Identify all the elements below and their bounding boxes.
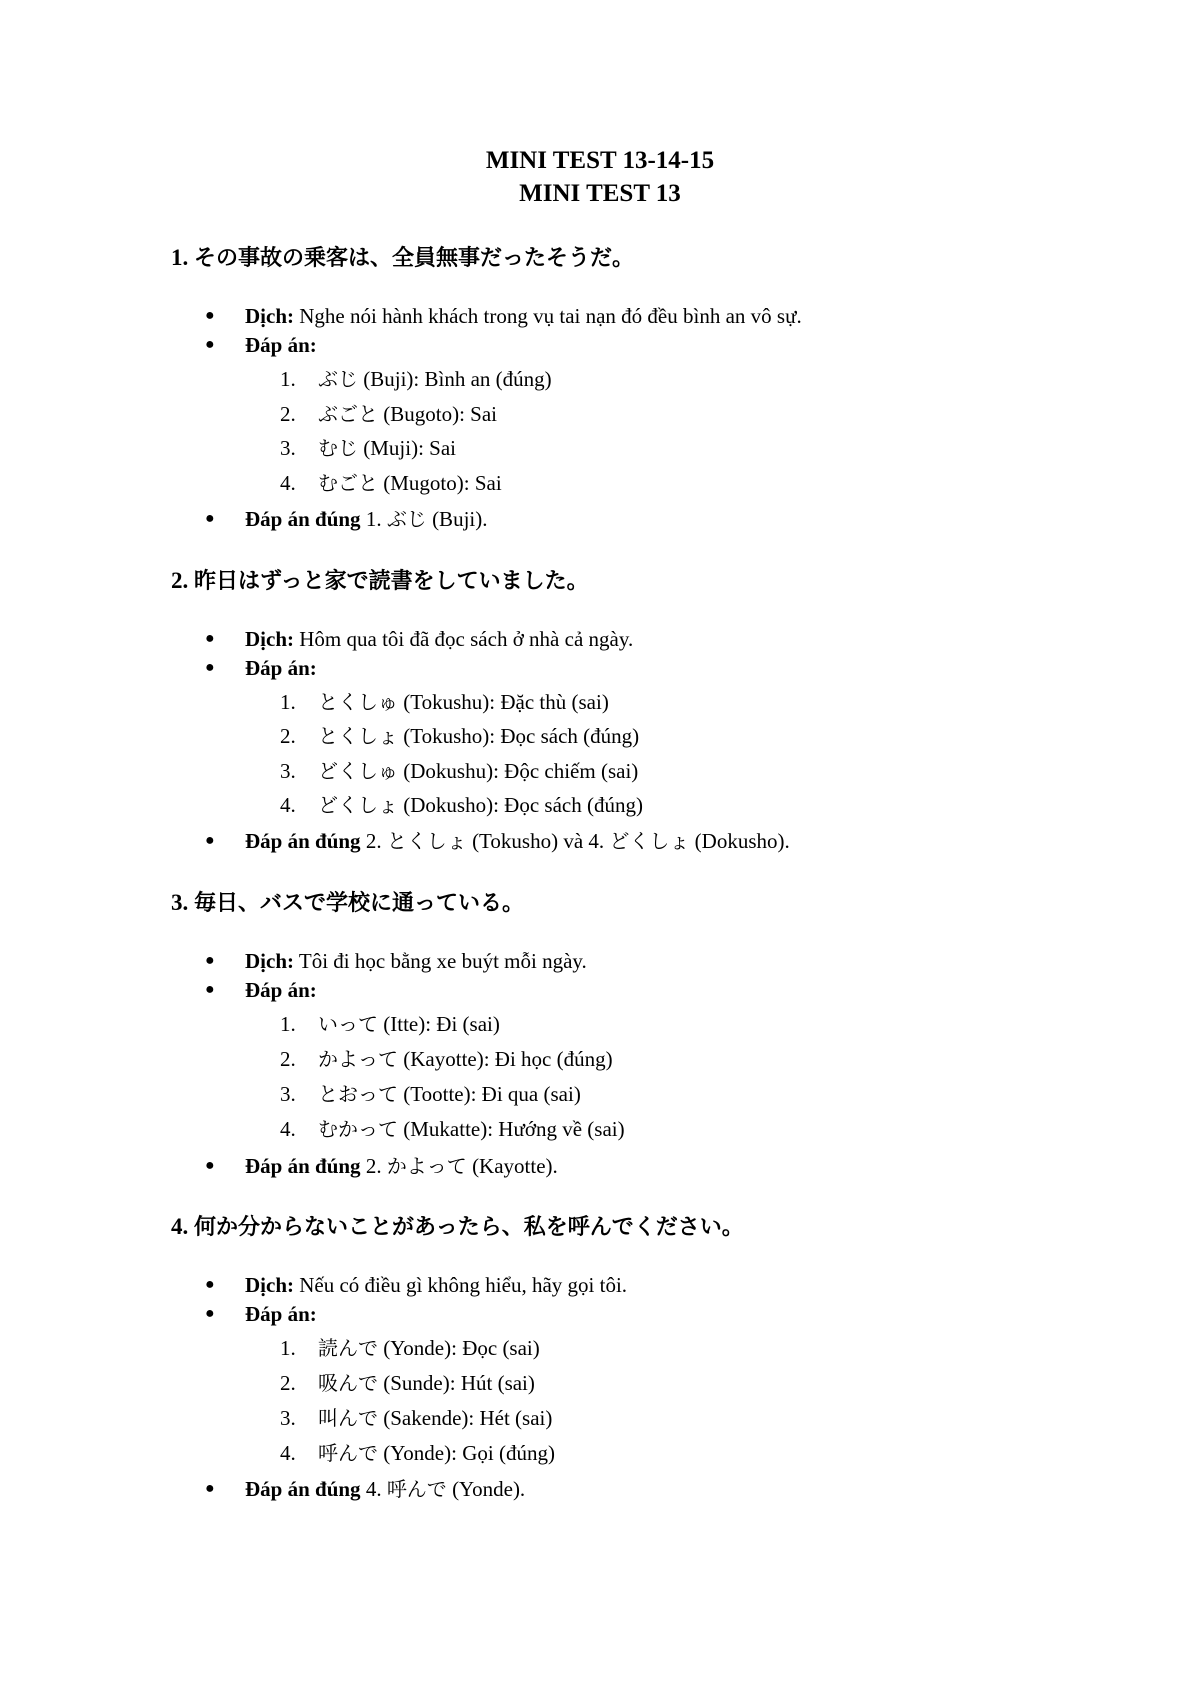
option-number: 3. xyxy=(280,1406,296,1430)
answers-label: Đáp án: xyxy=(245,656,317,680)
option-row xyxy=(280,365,1160,393)
question-3 xyxy=(171,888,1171,919)
question-number: 2. xyxy=(171,568,189,593)
translation-text: Hôm qua tôi đã đọc sách ở nhà cả ngày. xyxy=(299,627,634,651)
option-row xyxy=(280,1045,1160,1073)
translation-row xyxy=(205,302,1165,330)
bullet-icon: ● xyxy=(205,630,215,647)
option-row xyxy=(280,1115,1160,1143)
option-kana: ぶじ xyxy=(318,367,358,391)
document-subtitle: MINI TEST 13 xyxy=(519,180,681,207)
option-kana: むじ xyxy=(318,436,358,460)
option-text: (Mugoto): Sai xyxy=(383,471,502,495)
option-number: 1. xyxy=(280,1336,296,1360)
option-kana: 叫んで xyxy=(318,1406,378,1430)
option-row xyxy=(280,434,1160,462)
correct-kana: かよって xyxy=(386,1154,467,1178)
option-text: (Tootte): Đi qua (sai) xyxy=(403,1082,581,1106)
option-kana: とくしょ xyxy=(318,724,398,748)
bullet-icon: ● xyxy=(205,952,215,969)
correct-answer-row: ● Đáp án đúng 1. ぶじ (Buji). xyxy=(205,507,488,531)
option-text: (Sunde): Hút (sai) xyxy=(383,1371,535,1395)
option-kana: 呼んで xyxy=(318,1441,378,1465)
question-4 xyxy=(171,1212,1171,1243)
correct-label: Đáp án đúng xyxy=(245,1154,361,1178)
option-number: 3. xyxy=(280,1082,296,1106)
option-kana: とくしゅ xyxy=(318,690,398,714)
correct-answer-row: ● Đáp án đúng 2. かよって (Kayotte). xyxy=(205,1154,558,1178)
translation-text: Nếu có điều gì không hiểu, hãy gọi tôi. xyxy=(299,1273,628,1297)
option-text: (Mukatte): Hướng về (sai) xyxy=(403,1117,625,1141)
bullet-icon: ● xyxy=(205,832,215,849)
option-number: 1. xyxy=(280,1012,296,1036)
option-number: 3. xyxy=(280,759,296,783)
translation-row xyxy=(205,625,1165,653)
option-number: 4. xyxy=(280,1441,296,1465)
correct-answer-row: ● Đáp án đúng 2. とくしょ (Tokusho) và 4. どくしょ (Dokusho). xyxy=(205,829,790,853)
option-text: (Muji): Sai xyxy=(363,436,456,460)
question-text: 昨日はずっと家で読書をしていました。 xyxy=(194,569,589,594)
correct-kana: 呼んで xyxy=(386,1477,447,1501)
question-1 xyxy=(171,243,1171,274)
correct-kana: ぶじ xyxy=(386,507,427,531)
option-text: (Dokusho): Đọc sách (đúng) xyxy=(403,793,643,817)
bullet-icon: ● xyxy=(205,307,215,324)
option-row xyxy=(280,688,1160,716)
translation-label: Dịch: xyxy=(245,627,294,651)
option-row xyxy=(280,791,1160,819)
option-row xyxy=(280,722,1160,750)
translation-label: Dịch: xyxy=(245,949,294,973)
option-kana: いって xyxy=(318,1012,378,1036)
option-number: 1. xyxy=(280,690,296,714)
correct-label: Đáp án đúng xyxy=(245,1477,361,1501)
translation-label: Dịch: xyxy=(245,304,294,328)
option-text: (Kayotte): Đi học (đúng) xyxy=(403,1047,613,1071)
option-kana: 読んで xyxy=(318,1336,378,1360)
option-text: (Yonde): Đọc (sai) xyxy=(383,1336,540,1360)
question-text: その事故の乗客は、全員無事だったそうだ。 xyxy=(194,246,635,271)
option-row xyxy=(280,469,1160,497)
option-text: (Buji): Bình an (đúng) xyxy=(363,367,552,391)
option-text: (Tokushu): Đặc thù (sai) xyxy=(403,690,609,714)
correct-kana: どくしょ xyxy=(609,829,690,853)
option-text: (Tokusho): Đọc sách (đúng) xyxy=(403,724,640,748)
option-number: 1. xyxy=(280,367,296,391)
bullet-icon: ● xyxy=(205,659,215,676)
bullet-icon: ● xyxy=(205,1157,215,1174)
answers-heading xyxy=(205,1300,1165,1328)
correct-kana: とくしょ xyxy=(386,829,467,853)
bullet-icon: ● xyxy=(205,981,215,998)
option-kana: ぶごと xyxy=(318,402,378,426)
correct-answer-row: ● Đáp án đúng 4. 呼んで (Yonde). xyxy=(205,1477,526,1501)
option-kana: 吸んで xyxy=(318,1371,378,1395)
answers-heading xyxy=(205,654,1165,682)
bullet-icon: ● xyxy=(205,1276,215,1293)
translation-text: Tôi đi học bằng xe buýt mỗi ngày. xyxy=(298,949,587,973)
question-text: 毎日、バスで学校に通っている。 xyxy=(194,891,525,916)
option-number: 3. xyxy=(280,436,296,460)
correct-label: Đáp án đúng xyxy=(245,507,361,531)
question-2 xyxy=(171,566,1171,597)
translation-row xyxy=(205,947,1165,975)
option-number: 2. xyxy=(280,1047,296,1071)
translation-text: Nghe nói hành khách trong vụ tai nạn đó đều bình an vô sự. xyxy=(299,304,802,328)
option-row xyxy=(280,1439,1160,1467)
option-number: 2. xyxy=(280,1371,296,1395)
option-row xyxy=(280,1010,1160,1038)
option-number: 2. xyxy=(280,402,296,426)
option-kana: むかって xyxy=(318,1117,398,1141)
option-row xyxy=(280,1080,1160,1108)
translation-row xyxy=(205,1271,1165,1299)
option-number: 4. xyxy=(280,471,296,495)
answers-label: Đáp án: xyxy=(245,333,317,357)
option-number: 4. xyxy=(280,793,296,817)
option-kana: とおって xyxy=(318,1082,398,1106)
option-row xyxy=(280,400,1160,428)
answers-heading xyxy=(205,976,1165,1004)
answers-heading xyxy=(205,331,1165,359)
option-number: 4. xyxy=(280,1117,296,1141)
answers-label: Đáp án: xyxy=(245,978,317,1002)
option-text: (Sakende): Hét (sai) xyxy=(383,1406,553,1430)
option-row xyxy=(280,757,1160,785)
option-kana: むごと xyxy=(318,471,378,495)
question-number: 4. xyxy=(171,1214,189,1239)
answers-label: Đáp án: xyxy=(245,1302,317,1326)
bullet-icon: ● xyxy=(205,1305,215,1322)
correct-label: Đáp án đúng xyxy=(245,829,361,853)
bullet-icon: ● xyxy=(205,1480,215,1497)
bullet-icon: ● xyxy=(205,336,215,353)
option-row xyxy=(280,1334,1160,1362)
option-text: (Yonde): Gọi (đúng) xyxy=(383,1441,555,1465)
option-kana: どくしょ xyxy=(318,793,398,817)
option-kana: かよって xyxy=(318,1047,398,1071)
question-number: 1. xyxy=(171,245,189,270)
option-text: (Bugoto): Sai xyxy=(383,402,497,426)
option-text: (Itte): Đi (sai) xyxy=(383,1012,500,1036)
translation-label: Dịch: xyxy=(245,1273,294,1297)
option-text: (Dokushu): Độc chiếm (sai) xyxy=(403,759,639,783)
bullet-icon: ● xyxy=(205,510,215,527)
question-number: 3. xyxy=(171,890,189,915)
option-row xyxy=(280,1369,1160,1397)
document-title: MINI TEST 13-14-15 xyxy=(485,147,715,174)
option-kana: どくしゅ xyxy=(318,759,398,783)
option-row xyxy=(280,1404,1160,1432)
question-text: 何か分からないことがあったら、私を呼んでください。 xyxy=(194,1215,744,1240)
option-number: 2. xyxy=(280,724,296,748)
